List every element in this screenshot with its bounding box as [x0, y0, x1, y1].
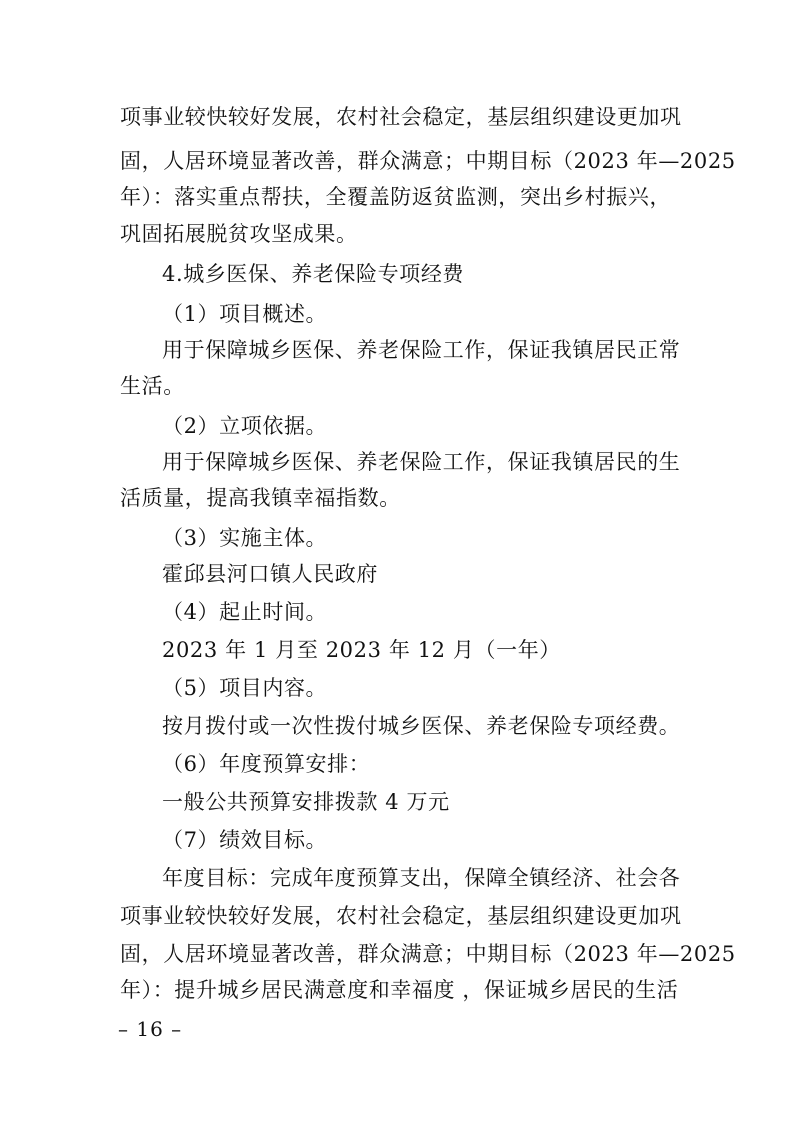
subsection-heading: （3）实施主体。 [162, 526, 328, 550]
subsection-heading: （6）年度预算安排： [162, 752, 371, 776]
paragraph-line: 霍邱县河口镇人民政府 [162, 562, 378, 586]
paragraph-line: 生活。 [120, 374, 185, 398]
subsection-heading: （4）起止时间。 [162, 600, 328, 624]
paragraph-line: 巩固拓展脱贫攻坚成果。 [120, 222, 358, 246]
paragraph-line: 用于保障城乡医保、养老保险工作，保证我镇居民的生 [162, 450, 681, 474]
paragraph-line: 年度目标：完成年度预算支出，保障全镇经济、社会各 [162, 866, 681, 890]
paragraph-line: 年）：落实重点帮扶，全覆盖防返贫监测，突出乡村振兴， [120, 185, 672, 209]
paragraph-line: 项事业较快较好发展，农村社会稳定，基层组织建设更加巩 [120, 904, 682, 928]
paragraph-line: 活质量，提高我镇幸福指数。 [120, 486, 401, 510]
paragraph-line: 项事业较快较好发展，农村社会稳定，基层组织建设更加巩 [120, 105, 682, 129]
paragraph-line: 固，人居环境显著改善，群众满意；中期目标（2023 年—2025 [120, 942, 736, 966]
paragraph-line: 2023 年 1 月至 2023 年 12 月（一年） [162, 638, 561, 662]
section-heading: 4.城乡医保、养老保险专项经费 [162, 262, 465, 286]
paragraph-line: 按月拨付或一次性拨付城乡医保、养老保险专项经费。 [162, 714, 681, 738]
subsection-heading: （1）项目概述。 [162, 302, 328, 326]
page-number: – 16 – [118, 1017, 183, 1041]
paragraph-line: 用于保障城乡医保、养老保险工作，保证我镇居民正常 [162, 338, 681, 362]
subsection-heading: （5）项目内容。 [162, 676, 328, 700]
paragraph-line: 固，人居环境显著改善，群众满意；中期目标（2023 年—2025 [120, 149, 736, 173]
paragraph-line: 一般公共预算安排拨款 4 万元 [162, 790, 450, 814]
paragraph-line: 年）：提升城乡居民满意度和幸福度 ，保证城乡居民的生活 [120, 978, 679, 1002]
subsection-heading: （7）绩效目标。 [162, 828, 328, 852]
subsection-heading: （2）立项依据。 [162, 414, 328, 438]
